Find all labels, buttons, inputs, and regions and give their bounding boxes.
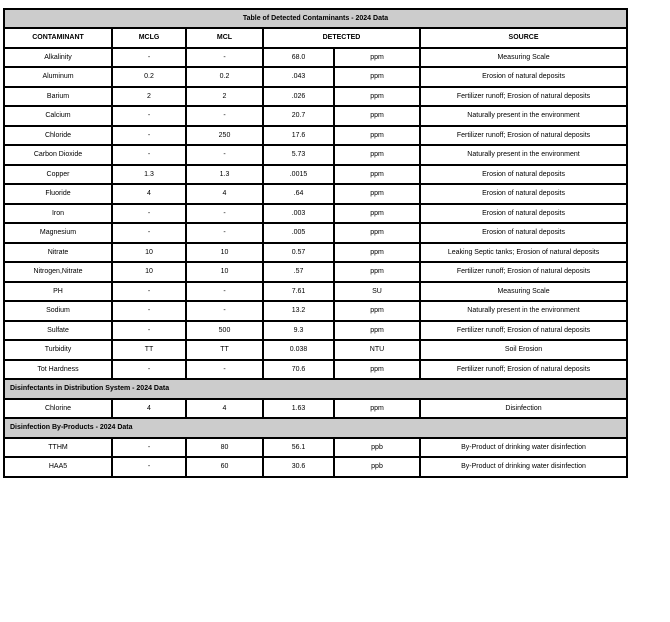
source-cell: Measuring Scale: [420, 282, 627, 302]
mclg-cell: 1.3: [112, 165, 186, 185]
disinfectants-section-title: Disinfectants in Distribution System - 2024 Data: [4, 379, 627, 399]
mcl-cell: 1.3: [186, 165, 263, 185]
source-cell: Leaking Septic tanks; Erosion of natural deposits: [420, 243, 627, 263]
source-cell: Erosion of natural deposits: [420, 67, 627, 87]
detected-unit-cell: ppb: [334, 457, 420, 477]
detected-value-cell: .57: [263, 262, 334, 282]
table-row: [4, 282, 627, 302]
detected-unit-cell: NTU: [334, 340, 420, 360]
detected-value-cell: .003: [263, 204, 334, 224]
detected-value-cell: .64: [263, 184, 334, 204]
detected-unit-cell: ppm: [334, 204, 420, 224]
detected-value-cell: .005: [263, 223, 334, 243]
mclg-cell: -: [112, 223, 186, 243]
source-cell: Naturally present in the environment: [420, 106, 627, 126]
table-row: [4, 243, 627, 263]
contaminant-cell: Barium: [4, 87, 112, 107]
table-row: [4, 67, 627, 87]
source-cell: Erosion of natural deposits: [420, 204, 627, 224]
mcl-cell: 2: [186, 87, 263, 107]
mclg-cell: -: [112, 360, 186, 380]
mcl-cell: 250: [186, 126, 263, 146]
mclg-cell: 4: [112, 184, 186, 204]
detected-unit-cell: ppm: [334, 145, 420, 165]
byproducts-section-title: Disinfection By-Products - 2024 Data: [4, 418, 627, 438]
mclg-cell: -: [112, 438, 186, 458]
mcl-cell: 4: [186, 184, 263, 204]
source-cell: Erosion of natural deposits: [420, 165, 627, 185]
detected-unit-cell: SU: [334, 282, 420, 302]
table-title-row: [4, 9, 627, 28]
contaminant-cell: Aluminum: [4, 67, 112, 87]
source-cell: By-Product of drinking water disinfection: [420, 457, 627, 477]
contaminant-cell: Tot Hardness: [4, 360, 112, 380]
mclg-cell: -: [112, 126, 186, 146]
table-row: [4, 145, 627, 165]
detected-unit-cell: ppb: [334, 438, 420, 458]
detected-value-cell: 0.038: [263, 340, 334, 360]
mcl-cell: -: [186, 145, 263, 165]
table-row: [4, 204, 627, 224]
table-row: [4, 262, 627, 282]
mcl-cell: -: [186, 204, 263, 224]
header-mclg: MCLG: [112, 28, 186, 48]
source-cell: Naturally present in the environment: [420, 145, 627, 165]
contaminant-cell: Fluoride: [4, 184, 112, 204]
mclg-cell: -: [112, 321, 186, 341]
mclg-cell: 2: [112, 87, 186, 107]
detected-unit-cell: ppm: [334, 360, 420, 380]
source-cell: Fertilizer runoff; Erosion of natural deposits: [420, 360, 627, 380]
table-row: [4, 438, 627, 458]
mcl-cell: 4: [186, 399, 263, 419]
mcl-cell: 10: [186, 262, 263, 282]
detected-value-cell: 1.63: [263, 399, 334, 419]
source-cell: Fertilizer runoff; Erosion of natural deposits: [420, 262, 627, 282]
table-row: [4, 457, 627, 477]
source-cell: Naturally present in the environment: [420, 301, 627, 321]
detected-value-cell: .043: [263, 67, 334, 87]
table-row: [4, 87, 627, 107]
source-cell: By-Product of drinking water disinfection: [420, 438, 627, 458]
contaminant-cell: Sodium: [4, 301, 112, 321]
detected-unit-cell: ppm: [334, 87, 420, 107]
contaminant-cell: Alkalinity: [4, 48, 112, 68]
mcl-cell: 500: [186, 321, 263, 341]
mcl-cell: -: [186, 106, 263, 126]
mclg-cell: -: [112, 204, 186, 224]
mclg-cell: 0.2: [112, 67, 186, 87]
source-cell: Disinfection: [420, 399, 627, 419]
detected-unit-cell: ppm: [334, 165, 420, 185]
detected-value-cell: 13.2: [263, 301, 334, 321]
table-row: [4, 184, 627, 204]
contaminant-cell: Chlorine: [4, 399, 112, 419]
header-mcl: MCL: [186, 28, 263, 48]
contaminant-cell: Chloride: [4, 126, 112, 146]
detected-value-cell: 9.3: [263, 321, 334, 341]
contaminant-cell: Copper: [4, 165, 112, 185]
detected-unit-cell: ppm: [334, 184, 420, 204]
contaminant-cell: Turbidity: [4, 340, 112, 360]
detected-unit-cell: ppm: [334, 301, 420, 321]
source-cell: Erosion of natural deposits: [420, 223, 627, 243]
mclg-cell: -: [112, 106, 186, 126]
mcl-cell: 0.2: [186, 67, 263, 87]
detected-value-cell: 17.6: [263, 126, 334, 146]
mclg-cell: 4: [112, 399, 186, 419]
contaminant-cell: TTHM: [4, 438, 112, 458]
mcl-cell: -: [186, 48, 263, 68]
mclg-cell: 10: [112, 243, 186, 263]
mcl-cell: 60: [186, 457, 263, 477]
source-cell: Fertilizer runoff; Erosion of natural deposits: [420, 126, 627, 146]
table-row: [4, 360, 627, 380]
table-row: [4, 399, 627, 419]
table-row: [4, 165, 627, 185]
mcl-cell: 10: [186, 243, 263, 263]
source-cell: Fertilizer runoff; Erosion of natural deposits: [420, 321, 627, 341]
contaminant-cell: Nitrogen,Nitrate: [4, 262, 112, 282]
contaminant-cell: Iron: [4, 204, 112, 224]
detected-unit-cell: ppm: [334, 48, 420, 68]
detected-value-cell: 20.7: [263, 106, 334, 126]
detected-unit-cell: ppm: [334, 223, 420, 243]
detected-unit-cell: ppm: [334, 106, 420, 126]
contaminant-cell: Carbon Dioxide: [4, 145, 112, 165]
contaminant-cell: PH: [4, 282, 112, 302]
header-detected: DETECTED: [263, 28, 420, 48]
table-row: [4, 301, 627, 321]
header-contaminant: CONTAMINANT: [4, 28, 112, 48]
mcl-cell: 80: [186, 438, 263, 458]
header-source: SOURCE: [420, 28, 627, 48]
mclg-cell: -: [112, 457, 186, 477]
detected-unit-cell: ppm: [334, 321, 420, 341]
byproducts-section-row: [4, 418, 627, 438]
mcl-cell: -: [186, 223, 263, 243]
detected-value-cell: 0.57: [263, 243, 334, 263]
mcl-cell: -: [186, 301, 263, 321]
mclg-cell: TT: [112, 340, 186, 360]
disinfectants-section-row: [4, 379, 627, 399]
contaminant-cell: Magnesium: [4, 223, 112, 243]
table-row: [4, 223, 627, 243]
table-row: [4, 106, 627, 126]
detected-unit-cell: ppm: [334, 67, 420, 87]
mclg-cell: 10: [112, 262, 186, 282]
detected-value-cell: .0015: [263, 165, 334, 185]
mclg-cell: -: [112, 145, 186, 165]
detected-value-cell: 7.61: [263, 282, 334, 302]
mclg-cell: -: [112, 282, 186, 302]
detected-unit-cell: ppm: [334, 126, 420, 146]
detected-unit-cell: ppm: [334, 399, 420, 419]
source-cell: Fertilizer runoff; Erosion of natural deposits: [420, 87, 627, 107]
table-row: [4, 48, 627, 68]
mcl-cell: -: [186, 282, 263, 302]
detected-value-cell: .026: [263, 87, 334, 107]
detected-value-cell: 56.1: [263, 438, 334, 458]
detected-value-cell: 30.6: [263, 457, 334, 477]
detected-value-cell: 5.73: [263, 145, 334, 165]
source-cell: Soil Erosion: [420, 340, 627, 360]
mcl-cell: -: [186, 360, 263, 380]
contaminant-cell: Calcium: [4, 106, 112, 126]
header-row: [4, 28, 627, 48]
source-cell: Measuring Scale: [420, 48, 627, 68]
mclg-cell: -: [112, 48, 186, 68]
detected-value-cell: 70.6: [263, 360, 334, 380]
table-body: [4, 9, 627, 477]
mclg-cell: -: [112, 301, 186, 321]
detected-unit-cell: ppm: [334, 262, 420, 282]
table-row: [4, 126, 627, 146]
table-row: [4, 340, 627, 360]
table-row: [4, 321, 627, 341]
mcl-cell: TT: [186, 340, 263, 360]
contaminant-cell: Nitrate: [4, 243, 112, 263]
contaminants-table: [3, 8, 628, 478]
contaminant-cell: Sulfate: [4, 321, 112, 341]
source-cell: Erosion of natural deposits: [420, 184, 627, 204]
detected-unit-cell: ppm: [334, 243, 420, 263]
contaminant-cell: HAA5: [4, 457, 112, 477]
table-title: Table of Detected Contaminants - 2024 Data: [4, 9, 627, 28]
detected-value-cell: 68.0: [263, 48, 334, 68]
